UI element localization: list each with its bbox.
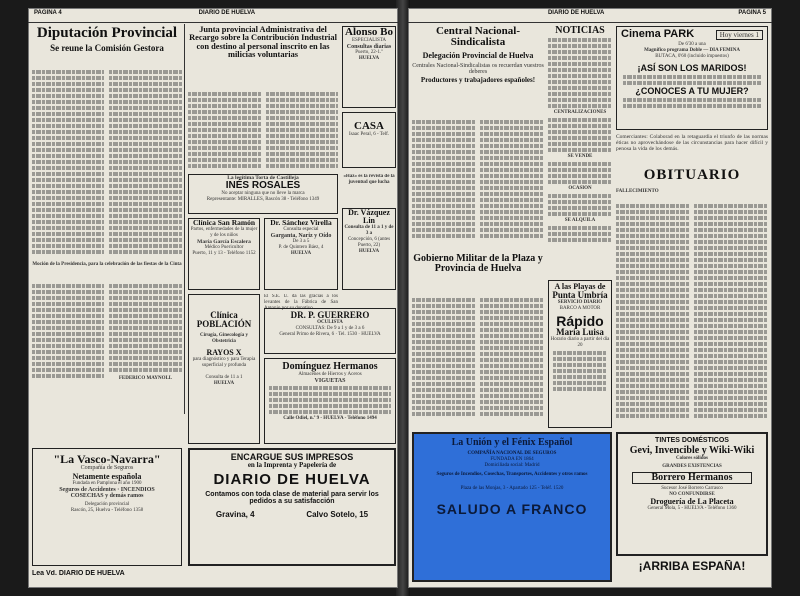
encargue-line3: Contamos con toda clase de material para servir los pedidos a su satisfacción — [205, 491, 379, 505]
obituario-text-col1 — [616, 202, 690, 420]
noticias-text-c — [548, 162, 612, 184]
junta-article — [188, 26, 338, 86]
tortas-rep: Representante: MIRALLES, Rascón 38 - Teléfono 1349 — [206, 197, 320, 202]
dominguez-sub: Almacenes de Hierros y Aceros — [298, 372, 362, 377]
poblacion-extra: para diagnóstico y para Terapia superficial y profunda — [192, 357, 256, 368]
central-text-col2 — [480, 118, 544, 248]
encargue-ad — [188, 448, 396, 566]
sanramon-spec: Médico Puericultor — [204, 244, 244, 250]
tortas-ad — [188, 174, 338, 214]
casa-addr: Isaac Peral, 6 - Telf. — [348, 132, 390, 137]
comerciantes-notice — [616, 134, 768, 164]
park-program: Magnífico programa Doble — DIA FEMINA — [644, 48, 740, 53]
tintes-sub: Colores sólidos — [676, 456, 708, 461]
casa-ad — [342, 112, 396, 168]
tintes-addr: General Mola, 5 - HUELVA - Teléfono 1360 — [647, 506, 737, 511]
tintes-shop: Droguería de La Placeta — [650, 497, 734, 506]
vazquez-ad — [342, 208, 396, 290]
encargue-line1: ENCARGUE SUS IMPRESOS — [230, 452, 354, 462]
noticias-text-b — [548, 118, 612, 152]
poblacion-addr: Consulta de 11 a 1 — [205, 375, 243, 380]
poblacion-town: HUELVA — [213, 381, 235, 386]
alonso-line: Consultas diarias — [346, 44, 392, 50]
left-bottom-line — [32, 570, 396, 584]
comerciantes-text: Comerciantes: Colaborad en la retaguardia el triunfo de las normas éticas no aprovechándose de las circunstancias para hacer difícil y penosa la vida de los demás. — [616, 134, 768, 152]
noticias-head-3: SE ALQUILA — [564, 218, 596, 223]
poblacion-lines: Cirugía, Ginecología y Obstetricia — [200, 333, 248, 344]
dominguez-item: VIGUETAS — [314, 378, 346, 384]
diputacion-text-col1 — [32, 68, 104, 258]
union-fenix-ad — [412, 432, 612, 582]
park-header — [617, 27, 767, 42]
virella-hours: De 3 a 5 — [292, 238, 310, 244]
playas-schedule: Horario diario a partir del día 20 — [550, 337, 610, 348]
arriba-text: ¡ARRIBA ESPAÑA! — [638, 560, 746, 573]
playas-title: A las Playas de — [554, 282, 606, 291]
diputacion-subtitle: Se reune la Comisión Gestora — [50, 43, 164, 53]
alonso-addr: Puerto, 22-1.º — [355, 50, 383, 55]
diputacion-article — [32, 26, 182, 386]
cinema-park-ad — [616, 26, 768, 130]
tortas-top: La legítima Torta de Castilleja — [227, 175, 299, 181]
tintes-seller2: Sucesor José Borrero Carrasco — [661, 486, 723, 491]
central-text-col1 — [412, 118, 476, 248]
diputacion-text-col3 — [32, 282, 104, 382]
playas-name2: María Luisa — [556, 327, 604, 337]
right-page-runner — [408, 10, 772, 23]
central-title: Central Nacional-Sindicalista — [435, 26, 520, 48]
union-note: Domiciliada social: Madrid — [484, 463, 540, 468]
park-film2-cast — [623, 98, 761, 108]
arriba-slogan — [616, 560, 768, 580]
encargue-brand: DIARIO DE HUELVA — [213, 471, 371, 488]
playas-place: Punta Umbría — [552, 290, 608, 300]
noticias-text-d — [548, 194, 612, 216]
right-page-number: PAGINA 5 — [738, 10, 766, 16]
alonso-name: Alonso Bo — [345, 26, 393, 38]
park-film2: ¿CONOCES A TU MUJER? — [635, 86, 749, 96]
vazquez-addr: Concepción, 6 (antes Puerto, 22) — [347, 237, 391, 248]
tintes-ad — [616, 432, 768, 556]
virella-name: Dr. Sánchez Virella — [270, 218, 332, 227]
playas-boat: BARCO A MOTOR — [559, 306, 601, 311]
left-page-runner — [28, 10, 398, 23]
tintes-cond: NO CONFUNDIRSE — [669, 492, 715, 497]
diputacion-text-col2 — [109, 68, 182, 258]
alonso-town: HUELVA — [358, 56, 380, 61]
encargue-addr: Gravina, 4 — [215, 510, 255, 519]
central-sub: Delegación Provincial de Huelva — [422, 51, 534, 60]
guerrero-sub: OCULISTA — [317, 320, 343, 325]
playas-name1: Rápido — [556, 313, 604, 329]
noticias-text-e — [548, 226, 612, 242]
gobierno-text-col2 — [480, 296, 544, 426]
dominguez-ad — [264, 358, 396, 444]
union-founded: FUNDADA EN 1864 — [490, 457, 534, 462]
virella-addr: P. de Quintero Báez, 4 — [278, 244, 324, 250]
vasco-sub: Compañía de Seguros — [80, 465, 134, 471]
park-time: De 6'30 a una — [678, 42, 706, 47]
noticias-head-1: SE VENDE — [567, 154, 593, 159]
gobierno-title: Gobierno Militar de la Plaza y Provincia de Huelva — [413, 254, 543, 274]
bottom-slogan: Lea Vd. DIARIO DE HUELVA — [32, 570, 125, 577]
obituario-section — [616, 168, 768, 428]
vazquez-line: Consulta de 11 a 1 y de 3 a — [344, 225, 394, 236]
diputacion-title: Diputación Provincial — [36, 26, 178, 41]
virella-role: Consulta especial — [283, 226, 319, 232]
tintes-title: TINTES DOMÉSTICOS — [655, 437, 729, 444]
central-line: Centrales Nacional-Sindicalistas os recuerdan vuestros deberes — [412, 63, 544, 75]
tortas-brand: INÉS ROSALES — [225, 180, 301, 191]
playas-service: SERVICIO DIARIO — [557, 300, 603, 305]
obituario-text-col2 — [694, 202, 768, 420]
vasco-delegacion: Delegación provincial — [84, 502, 130, 507]
moción-notice: Moción de la Presidencia, para la celebración de las fiestas de la Cinta — [32, 262, 182, 267]
guerrero-title: DR. P. GUERRERO — [290, 310, 370, 320]
guerrero-addr: General Primo de Rivera, 6 · Tel. 1530 · HUELVA — [279, 332, 381, 337]
obituario-title: OBITUARIO — [643, 168, 741, 183]
noticias-text-a — [548, 38, 612, 108]
alonso-ad — [342, 26, 396, 108]
dominguez-addr: Calle Odiel, n.º 9 - HUELVA - Teléfono 1494 — [283, 416, 377, 421]
noticias-head-0: CENTRALIZACIONES — [553, 110, 607, 115]
casa-title: CASA — [354, 120, 384, 132]
junta-text-col1 — [188, 90, 262, 170]
dominguez-details — [269, 386, 391, 414]
vasco-founded: Fundada en Pamplona el año 1900 — [72, 481, 142, 486]
vasco-navarra-ad — [32, 448, 182, 566]
sanramon-lines: Partos, enfermedades de la mujer y de los niños — [190, 226, 258, 238]
park-film1: ¡ASÍ SON LOS MARIDOS! — [637, 63, 747, 73]
revista-text: «Haz» es la revista de la juventud que lucha — [343, 174, 395, 185]
obituario-sub: FALLECIMIENTO — [616, 189, 659, 194]
diputacion-text-col4 — [109, 282, 182, 382]
union-types: Seguros de Incendios, Cosechas, Transportes, Accidentes y otros ramos — [436, 472, 588, 477]
union-sub: COMPAÑÍA NACIONAL DE SEGUROS — [467, 451, 557, 456]
vasco-addr: Rascón, 25, Huelva - Teléfono 1358 — [70, 508, 144, 513]
virella-ad — [264, 218, 338, 290]
central-article — [412, 26, 544, 116]
tintes-seller: Borrero Hermanos — [632, 472, 752, 484]
central-line2: Productores y trabajadores españoles! — [420, 76, 536, 84]
sanramon-title: Clínica San Ramón — [192, 218, 256, 227]
vasco-sub2: Netamente española — [72, 472, 142, 481]
union-title: La Unión y el Fénix Español — [451, 437, 573, 448]
guerrero-consult: CONSULTAS: De 9 a 1 y de 3 a 6 — [295, 326, 365, 331]
encargue-addr2: Calvo Sotelo, 15 — [306, 510, 369, 519]
sanramon-doctor: María García Escalera — [197, 238, 251, 245]
virella-town: HUELVA — [290, 250, 312, 256]
encargue-addresses — [190, 511, 394, 519]
union-salute: SALUDO A FRANCO — [436, 501, 588, 517]
alonso-sub: ESPECIALISTA — [351, 38, 387, 43]
union-addr: Plaza de las Monjas, 3 - Apartado 125 - Teléf. 1520 — [460, 486, 564, 491]
tintes-brand: Gevi, Invencible y Wiki-Wiki — [629, 445, 755, 456]
gobierno-text-col1 — [412, 296, 476, 426]
noticias-column — [548, 26, 612, 276]
dominguez-title: Domínguez Hermanos — [282, 361, 378, 372]
poblacion-rayos: RAYOS X — [206, 348, 242, 357]
virella-line: Garganta, Nariz y Oído — [270, 232, 332, 239]
tintes-exist: GRANDES EXISTENCIAS — [662, 464, 722, 469]
junta-title: Junta provincial Administrativa del Recargo sobre la Contribución Industrial con destino al personal inscrito en las milicias voluntarias — [189, 26, 337, 60]
park-film1-cast — [623, 75, 761, 85]
playas-times — [553, 351, 607, 391]
vasco-title: "La Vasco-Navarra" — [53, 452, 161, 466]
left-page-number: PAGINA 4 — [34, 10, 62, 16]
vazquez-name: Dr. Vázquez Lin — [348, 208, 390, 225]
signature-federico: FEDERICO MAYNOLL — [118, 376, 173, 381]
park-price: BUTACA, 0'60 (incluido impuestos) — [655, 54, 729, 59]
left-runner-title: DIARIO DE HUELVA — [198, 10, 256, 16]
vasco-kinds2: COSECHAS y demás ramos — [70, 493, 144, 499]
right-runner-title: DIARIO DE HUELVA — [547, 10, 605, 16]
encargue-line2: en la Imprenta y Papelería de — [247, 461, 337, 469]
vasco-kinds: Seguros de Accidentes · INCENDIOS — [59, 487, 155, 493]
noticias-title: NOTICIAS — [555, 26, 605, 36]
guerrero-ad — [264, 308, 396, 354]
sanramon-addr: Puerto, 11 y 13 - Teléfono 1152 — [192, 250, 256, 256]
gobierno-article — [412, 254, 544, 294]
junta-text-col2 — [266, 90, 338, 170]
revista-note — [342, 174, 396, 204]
poblacion-title: Clínica POBLACIÓN — [196, 310, 252, 329]
noticias-head-2: OCASION — [568, 186, 592, 191]
sanramon-ad — [188, 218, 260, 290]
left-newspaper-page — [28, 8, 398, 588]
playas-ad — [548, 280, 612, 428]
poblacion-ad — [188, 294, 260, 444]
tortas-note: No aceptar ninguna que no lleve la marca — [221, 191, 305, 196]
right-newspaper-page — [408, 8, 772, 588]
park-date: Hoy viernes 1 — [716, 30, 763, 40]
seu-text: El S.E. U. da las gracias a los levantes de la Fábrica de San Antonio por su donativo. — [264, 294, 338, 311]
park-title: Cinema PARK — [621, 28, 695, 40]
vazquez-town: HUELVA — [358, 249, 380, 254]
